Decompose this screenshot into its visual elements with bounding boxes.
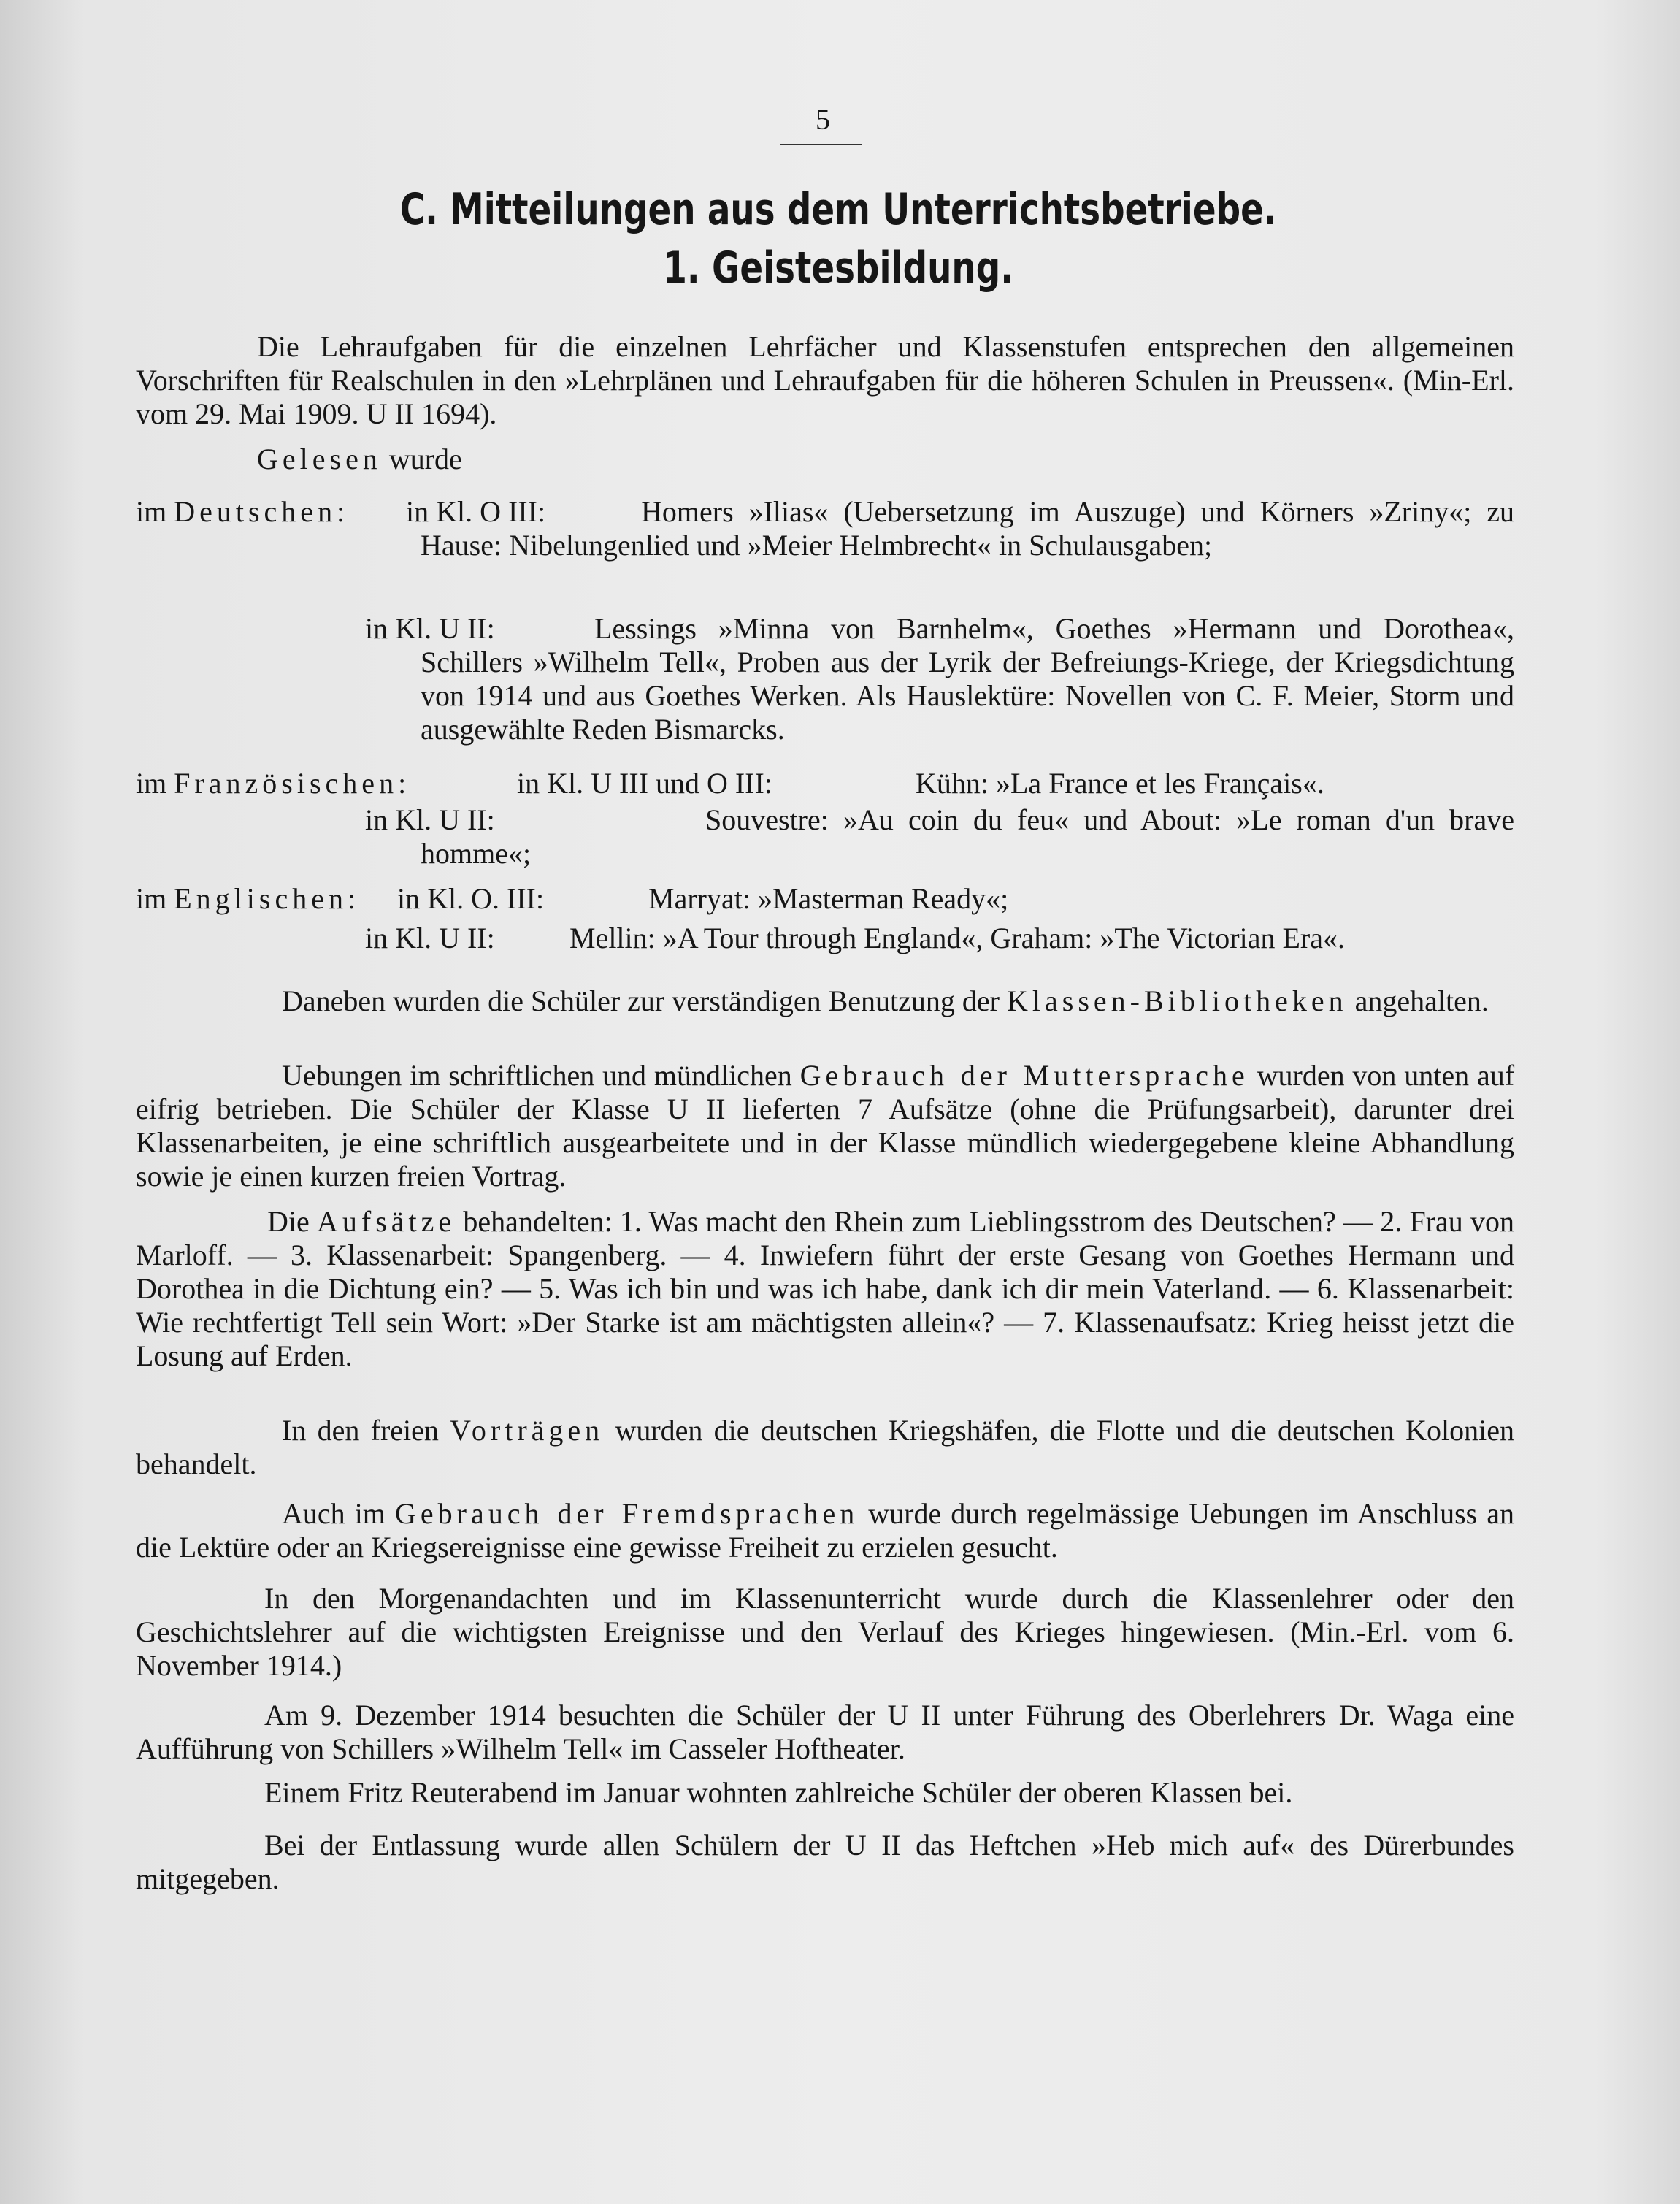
engl-text2: Mellin: »A Tour through England«, Graham: »The Victorian Era«. bbox=[569, 922, 1345, 954]
paragraph-aufsaetze bbox=[136, 1205, 1514, 1373]
paragraph-uebungen bbox=[136, 1059, 1514, 1193]
vortraege-text-a: In den freien bbox=[282, 1414, 439, 1447]
franz-label-spaced: Französischen bbox=[174, 767, 399, 800]
page-number-rule bbox=[780, 144, 862, 145]
deutsch-text2: Lessings »Minna von Barnhelm«, Goethes »Hermann und Dorothea«, Schillers »Wilhelm Tell«, Proben aus der Lyrik der Befreiungs-Kriege, der Kriegsdichtung von 1914 und aus Goethes Werken. Als Hauslektüre: Novellen von C. F. Meier, Storm und ausgewählte Reden Bismarcks. bbox=[421, 612, 1514, 746]
engl-label: im Englischen: bbox=[136, 882, 356, 915]
vortraege-spaced: Vorträgen bbox=[450, 1414, 605, 1447]
engl-class1: in Kl. O. III: bbox=[397, 882, 545, 915]
franz-label: im Französischen: bbox=[136, 767, 407, 800]
franz-label-pre: im bbox=[136, 767, 167, 800]
bibliothek-text-b: angehalten. bbox=[1354, 984, 1489, 1017]
section-heading: C. Mitteilungen aus dem Unterrichtsbetriebe. bbox=[399, 184, 1277, 235]
franz-text1: Kühn: »La France et les Français«. bbox=[916, 767, 1324, 800]
fremdsprachen-text-a: Auch im bbox=[282, 1497, 386, 1530]
aufsaetze-spaced: Aufsätze bbox=[316, 1205, 456, 1238]
franz-class2: in Kl. U II: bbox=[365, 803, 495, 836]
aufsaetze-text-a: Die bbox=[267, 1205, 310, 1238]
deutsch-label: im Deutschen: bbox=[136, 495, 345, 528]
bibliothek-text-a: Daneben wurden die Schüler zur verständigen Benutzung der bbox=[282, 984, 1000, 1017]
paragraph-dezember: Am 9. Dezember 1914 besuchten die Schüler der U II unter Führung des Oberlehrers Dr. Waga eine Aufführung von Schillers »Wilhelm Tell« im Casseler Hoftheater. bbox=[136, 1699, 1514, 1765]
paragraph-vortraege bbox=[136, 1414, 1514, 1481]
vortraege-text-b: wurden die deutschen Kriegshäfen, die Flotte und die deutschen Kolonien behandelt. bbox=[136, 1414, 1515, 1480]
engl-class2: in Kl. U II: bbox=[365, 922, 495, 954]
uebungen-text-a: Uebungen im schriftlichen und mündlichen bbox=[282, 1059, 792, 1092]
engl-text1: Marryat: »Masterman Ready«; bbox=[648, 882, 1009, 915]
intro-paragraph: Die Lehraufgaben für die einzelnen Lehrfächer und Klassenstufen entsprechen den allgemeinen Vorschriften für Realschulen in den »Lehrplänen und Lehraufgaben für die höheren Schulen in Preussen«. (Min-Erl. vom 29. Mai 1909. U II 1694). bbox=[136, 330, 1514, 430]
gelesen-spaced: Gelesen bbox=[257, 443, 382, 475]
deutsch-class1: in Kl. O III: bbox=[406, 495, 546, 528]
gelesen-rest: wurde bbox=[388, 443, 462, 475]
page-number: 5 bbox=[816, 103, 830, 136]
paragraph-fremdsprachen bbox=[136, 1497, 1514, 1564]
deutsch-label-pre: im bbox=[136, 495, 167, 528]
franz-class1: in Kl. U III und O III: bbox=[517, 767, 772, 800]
gelesen-line bbox=[257, 443, 462, 476]
paragraph-morgenandachten: In den Morgenandachten und im Klassenunterricht wurde durch die Klassenlehrer oder den Geschichtslehrer auf die wichtigsten Ereignisse und den Verlauf des Krieges hingewiesen. (Min.-Erl. vom 6. November 1914.) bbox=[136, 1582, 1514, 1682]
paragraph-reuterabend: Einem Fritz Reuterabend im Januar wohnten zahlreiche Schüler der oberen Klassen bei. bbox=[264, 1776, 1293, 1809]
paragraph-bibliothek bbox=[136, 984, 1514, 1018]
engl-label-pre: im bbox=[136, 882, 167, 915]
fremdsprachen-text-b: wurde durch regelmässige Uebungen im Anschluss an die Lektüre oder an Kriegsereignisse eine gewisse Freiheit zu erzielen gesucht. bbox=[136, 1497, 1515, 1564]
deutsch-label-spaced: Deutschen bbox=[174, 495, 337, 528]
uebungen-text-b: wurden von unten auf eifrig betrieben. Die Schüler der Klasse U II lieferten 7 Aufsätze (ohne die Prüfungsarbeit), darunter drei Klassenarbeiten, je eine schriftlich ausgearbeitete und in der Klasse mündlich wiedergegebene kleine Abhandlung sowie je einen kurzen freien Vortrag. bbox=[136, 1059, 1515, 1193]
uebungen-spaced: Gebrauch der Muttersprache bbox=[799, 1059, 1249, 1092]
bibliothek-spaced: Klassen-Bibliotheken bbox=[1007, 984, 1348, 1017]
paragraph-entlassung: Bei der Entlassung wurde allen Schülern der U II das Heftchen »Heb mich auf« des Dürerbundes mitgegeben. bbox=[136, 1829, 1514, 1895]
fremdsprachen-spaced: Gebrauch der Fremdsprachen bbox=[394, 1497, 859, 1530]
deutsch-text1: Homers »Ilias« (Uebersetzung im Auszuge) und Körners »Zriny«; zu Hause: Nibelungenlied und »Meier Helmbrecht« in Schulausgaben; bbox=[421, 495, 1514, 562]
aufsaetze-text-b: behandelten: 1. Was macht den Rhein zum Lieblingsstrom des Deutschen? — 2. Frau von Marloff. — 3. Klassenarbeit: Spangenberg. — 4. Inwiefern führt der erste Gesang von Goethes Hermann und Dorothea in die Dichtung ein? — 5. Was ich bin und was ich habe, dank ich dir mein Vaterland. — 6. Klassenarbeit: Wie rechtfertigt Tell sein Wort: »Der Starke ist am mächtigsten allein«? — 7. Klassenaufsatz: Krieg heisst jetzt die Losung auf Erden. bbox=[136, 1205, 1514, 1372]
engl-label-spaced: Englischen bbox=[174, 882, 348, 915]
franz-text2: Souvestre: »Au coin du feu« und About: »Le roman d'un brave homme«; bbox=[421, 803, 1514, 870]
subsection-heading: 1. Geistesbildung. bbox=[663, 242, 1014, 294]
deutsch-class2: in Kl. U II: bbox=[365, 612, 495, 645]
